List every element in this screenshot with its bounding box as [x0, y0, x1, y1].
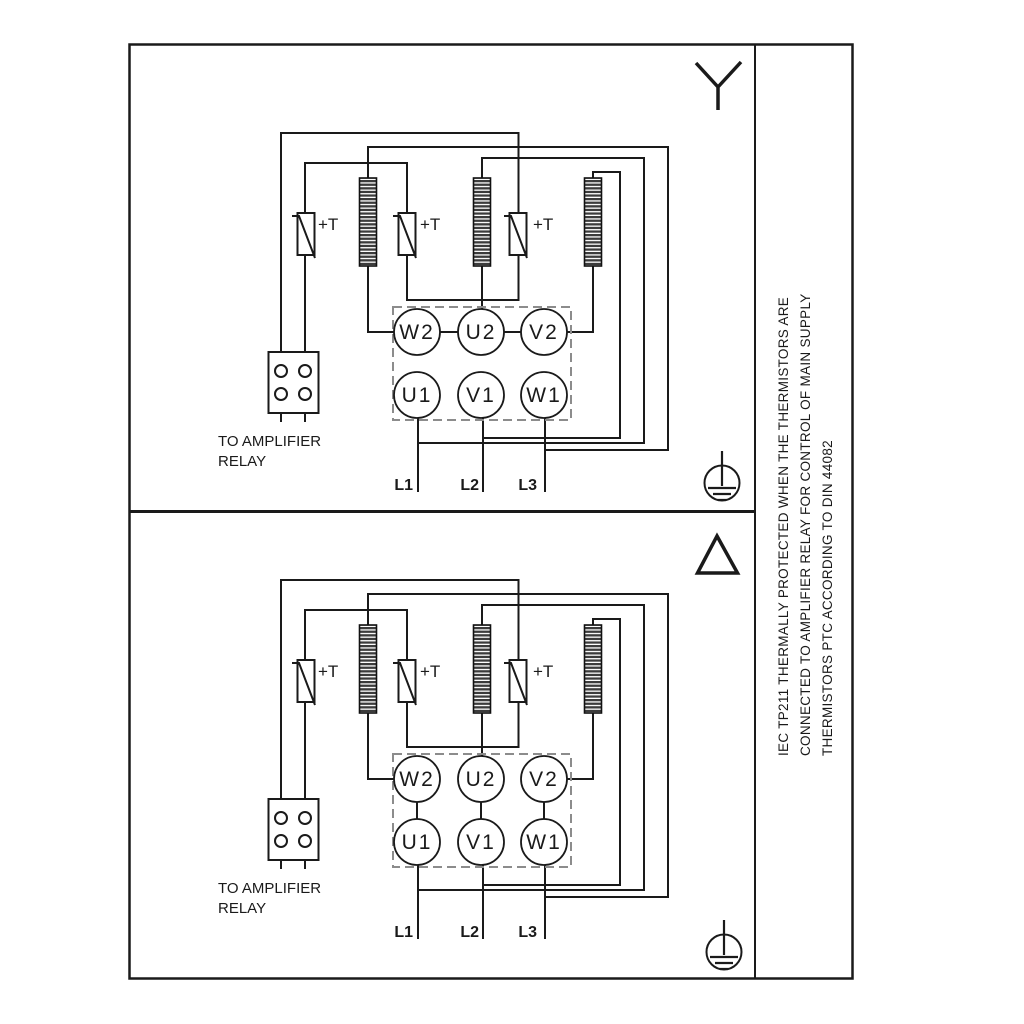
supply-line-label: L2 [460, 924, 479, 941]
earth-ground-icon [705, 451, 740, 501]
thermistor-symbol [393, 660, 416, 705]
motor-winding-coil [474, 625, 491, 713]
supply-line-label: L3 [518, 924, 537, 941]
terminal-label: U1 [401, 384, 433, 407]
side-note-line: CONNECTED TO AMPLIFIER RELAY FOR CONTROL OF MAIN SUPPLY [798, 293, 813, 756]
relay-contact [275, 365, 287, 377]
panel-delta [218, 580, 668, 941]
amplifier-relay-box [269, 799, 319, 860]
terminal-label: W1 [526, 384, 562, 407]
thermistor-symbol [504, 660, 527, 705]
motor-winding-coil [585, 625, 602, 713]
terminal-label: U2 [465, 321, 497, 344]
motor-winding-coil [360, 178, 377, 266]
terminal-label: V1 [466, 831, 496, 854]
relay-caption: RELAY [218, 900, 267, 917]
terminal-label: W2 [399, 321, 435, 344]
side-note-line: THERMISTORS PTC ACCORDING TO DIN 44082 [820, 440, 835, 756]
relay-contact [275, 835, 287, 847]
side-note [776, 293, 835, 756]
motor-winding-coil [585, 178, 602, 266]
thermistor-label: +T [318, 662, 339, 681]
supply-line-label: L2 [460, 477, 479, 494]
thermistor-label: +T [318, 215, 339, 234]
panel-star [218, 133, 668, 494]
supply-line-label: L3 [518, 477, 537, 494]
terminal-label: U2 [465, 768, 497, 791]
relay-contact [299, 835, 311, 847]
delta-icon [698, 536, 738, 573]
thermistor-label: +T [420, 662, 441, 681]
motor-winding-coil [474, 178, 491, 266]
thermistor-label: +T [533, 215, 554, 234]
motor-winding-coil [360, 625, 377, 713]
terminal-label: U1 [401, 831, 433, 854]
thermistor-symbol [393, 213, 416, 258]
terminal-label: V2 [529, 321, 559, 344]
relay-caption: TO AMPLIFIER [218, 433, 322, 450]
terminal-label: W1 [526, 831, 562, 854]
relay-caption: RELAY [218, 453, 267, 470]
relay-contact [299, 812, 311, 824]
side-note-line: IEC TP211 THERMALLY PROTECTED WHEN THE THERMISTORS ARE [776, 296, 791, 756]
terminal-label: V1 [466, 384, 496, 407]
thermistor-label: +T [420, 215, 441, 234]
terminal-label: V2 [529, 768, 559, 791]
thermistor-label: +T [533, 662, 554, 681]
amplifier-relay-box [269, 352, 319, 413]
star-icon [696, 62, 741, 110]
relay-contact [275, 812, 287, 824]
relay-caption: TO AMPLIFIER [218, 880, 322, 897]
relay-contact [299, 365, 311, 377]
supply-line-label: L1 [394, 924, 413, 941]
thermistor-symbol [292, 213, 315, 258]
supply-line-label: L1 [394, 477, 413, 494]
earth-ground-icon [707, 920, 742, 970]
thermistor-symbol [504, 213, 527, 258]
relay-contact [299, 388, 311, 400]
terminal-label: W2 [399, 768, 435, 791]
thermistor-symbol [292, 660, 315, 705]
relay-contact [275, 388, 287, 400]
delta-jumper-links [417, 802, 544, 819]
